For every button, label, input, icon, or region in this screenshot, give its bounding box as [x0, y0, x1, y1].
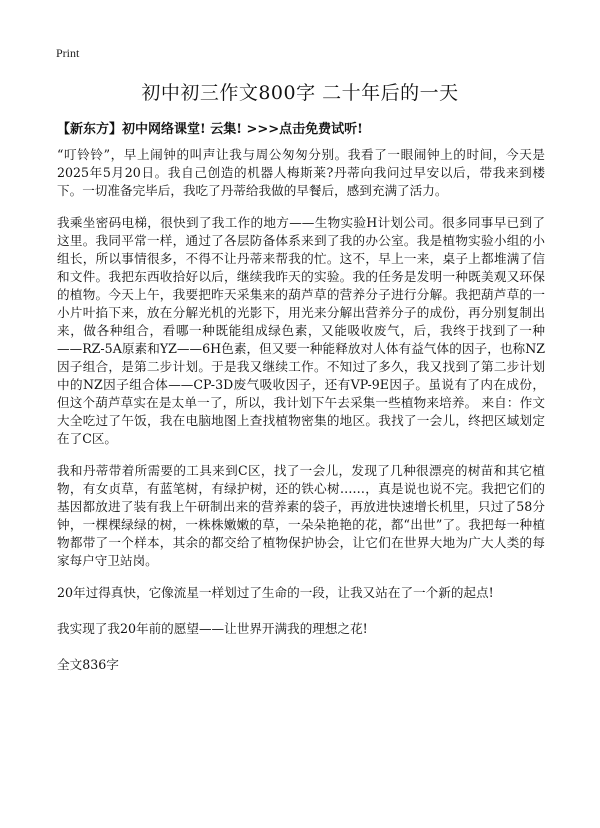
paragraph-5: 我实现了我20年前的愿望——让世界开满我的理想之花!: [57, 621, 368, 636]
word-count: 全文836字: [57, 657, 119, 672]
paragraph-3: 我和丹蒂带着所需要的工具来到C区，找了一会儿，发现了几种很漂亮的树苗和其它植物，有女贞草，有蓝笔树，有绿护树，还的铁心树……，真是说也说不完。我把它们的基因都放进了装有我上午研制出来的营养素的袋子，再放进快速增长机里，只过了58分钟，一棵棵绿绿的树，一株株嫩嫩的草，一朵朵艳艳的花，都“出世”了。我把每一种植物都带了一个样本，其余的都交给了植物保护协会，让它们在世界大地为广大人类的每家每户守卫站岗。: [57, 463, 545, 568]
promo-link[interactable]: 【新东方】初中网络课堂! 云集! >>>点击免费试听!: [57, 122, 363, 137]
paragraph-2: 我乘坐密码电梯，很快到了我工作的地方——生物实验H计划公司。很多同事早已到了这里。我同平常一样，通过了各层防备体系来到了我的办公室。我是植物实验小组的小组长，所以事情很多，不得不让丹蒂来帮我的忙。这不，早上一来，桌子上都堆满了信和文件。我把东西收拾好以后，继续我昨天的实验。我的任务是发明一种既美观又环保的植物。今天上午，我要把昨天采集来的葫芦草的营养分子进行分解。我把葫芦草的一小片叶掐下来，放在分解光机的光影下，用光来分解出营养分子的成份，再分别复制出来，做各种组合，看哪一种既能组成绿色素，又能吸收废气，后，我终于找到了一种——RZ-5A原素和YZ——6H色素，但又要一种能释放对人体有益气体的因子，也称NZ因子组合，是第二步计划。于是我又继续工作。不知过了多久，我又找到了第二步计划中的NZ因子组合体——CP-3D废气吸收因子，还有VP-9E因子。虽说有了内在成份，但这个葫芦草实在是太单一了，所以，我计划下午去采集一些植物来培养。 来自：作文大全吃过了午饭，我在电脑地图上查找植物密集的地区。我找了一会儿，终把区域划定在了C区。: [57, 215, 545, 446]
print-link[interactable]: Print: [56, 46, 80, 60]
paragraph-1: “叮铃铃”，早上闹钟的叫声让我与周公匆匆分别。我看了一眼闹钟上的时间，今天是2025年5月20日。我自己创造的机器人梅斯莱?丹蒂向我问过早安以后，带我来到楼下。一切准备完毕后，我吃了丹蒂给我做的早餐后，感到充满了活力。: [57, 147, 545, 198]
article-title: 初中初三作文800字 二十年后的一天: [141, 82, 459, 104]
paragraph-4: 20年过得真快，它像流星一样划过了生命的一段，让我又站在了一个新的起点!: [57, 585, 494, 600]
article-body: [57, 146, 545, 688]
